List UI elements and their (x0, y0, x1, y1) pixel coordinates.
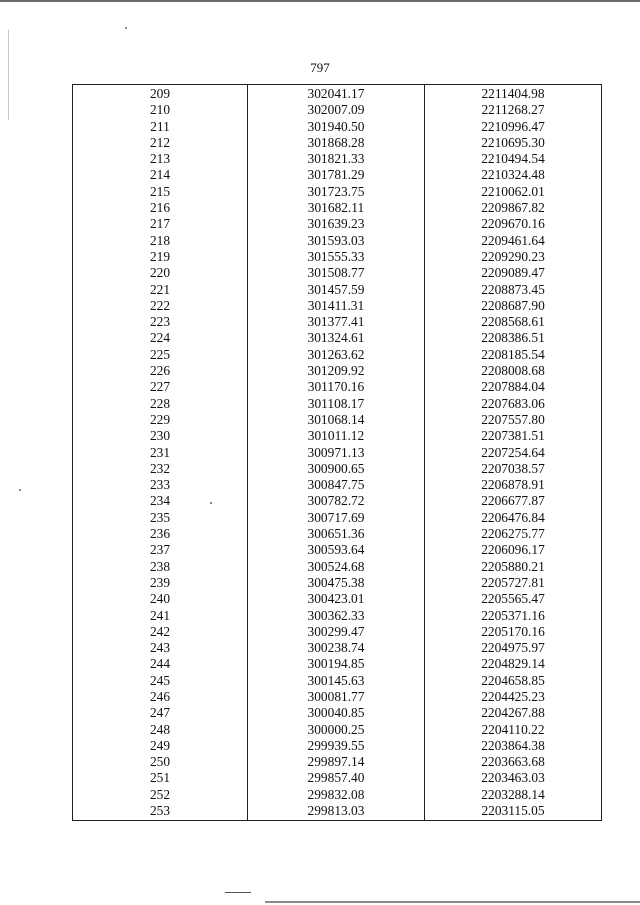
point-number-cell: 230 (73, 428, 248, 444)
table-row (73, 575, 602, 591)
table-row (73, 282, 602, 298)
x-coordinate-cell: 301457.59 (248, 282, 425, 298)
y-coordinate-cell: 2203663.68 (425, 754, 602, 770)
point-number-cell: 233 (73, 477, 248, 493)
y-coordinate-cell: 2204425.23 (425, 689, 602, 705)
table-row (73, 330, 602, 346)
table-row (73, 396, 602, 412)
table-row (73, 656, 602, 672)
x-coordinate-cell: 301324.61 (248, 330, 425, 346)
point-number-cell: 253 (73, 803, 248, 821)
x-coordinate-cell: 300362.33 (248, 608, 425, 624)
x-coordinate-cell: 301593.03 (248, 233, 425, 249)
y-coordinate-cell: 2211268.27 (425, 102, 602, 118)
table-row (73, 559, 602, 575)
scan-edge-top (0, 0, 640, 2)
point-number-cell: 236 (73, 526, 248, 542)
y-coordinate-cell: 2207254.64 (425, 445, 602, 461)
y-coordinate-cell: 2210062.01 (425, 184, 602, 200)
x-coordinate-cell: 301723.75 (248, 184, 425, 200)
y-coordinate-cell: 2211404.98 (425, 85, 602, 103)
table-row (73, 542, 602, 558)
x-coordinate-cell: 301108.17 (248, 396, 425, 412)
x-coordinate-cell: 300238.74 (248, 640, 425, 656)
scan-mark-bottom (225, 892, 251, 893)
table-body (73, 85, 602, 821)
y-coordinate-cell: 2206878.91 (425, 477, 602, 493)
x-coordinate-cell: 300971.13 (248, 445, 425, 461)
y-coordinate-cell: 2207884.04 (425, 379, 602, 395)
y-coordinate-cell: 2204110.22 (425, 722, 602, 738)
y-coordinate-cell: 2210996.47 (425, 119, 602, 135)
point-number-cell: 226 (73, 363, 248, 379)
y-coordinate-cell: 2207038.57 (425, 461, 602, 477)
table-row (73, 608, 602, 624)
coordinates-table (72, 84, 602, 821)
scan-edge-bottom (265, 901, 640, 903)
x-coordinate-cell: 300081.77 (248, 689, 425, 705)
point-number-cell: 219 (73, 249, 248, 265)
y-coordinate-cell: 2205565.47 (425, 591, 602, 607)
table-row (73, 363, 602, 379)
table-row (73, 770, 602, 786)
table-row (73, 379, 602, 395)
table-row (73, 673, 602, 689)
point-number-cell: 252 (73, 787, 248, 803)
y-coordinate-cell: 2210324.48 (425, 167, 602, 183)
page-number: 797 (310, 60, 330, 75)
point-number-cell: 241 (73, 608, 248, 624)
y-coordinate-cell: 2204975.97 (425, 640, 602, 656)
y-coordinate-cell: 2203864.38 (425, 738, 602, 754)
y-coordinate-cell: 2208185.54 (425, 347, 602, 363)
table-row (73, 151, 602, 167)
x-coordinate-cell: 300194.85 (248, 656, 425, 672)
x-coordinate-cell: 301781.29 (248, 167, 425, 183)
y-coordinate-cell: 2210695.30 (425, 135, 602, 151)
table-row (73, 754, 602, 770)
table-row (73, 640, 602, 656)
point-number-cell: 227 (73, 379, 248, 395)
table-row (73, 493, 602, 509)
y-coordinate-cell: 2204829.14 (425, 656, 602, 672)
table-row (73, 85, 602, 103)
x-coordinate-cell: 301209.92 (248, 363, 425, 379)
x-coordinate-cell: 300423.01 (248, 591, 425, 607)
point-number-cell: 235 (73, 510, 248, 526)
table-row (73, 347, 602, 363)
y-coordinate-cell: 2203115.05 (425, 803, 602, 821)
table-row (73, 787, 602, 803)
point-number-cell: 229 (73, 412, 248, 428)
x-coordinate-cell: 300900.65 (248, 461, 425, 477)
point-number-cell: 220 (73, 265, 248, 281)
x-coordinate-cell: 302041.17 (248, 85, 425, 103)
table-row (73, 738, 602, 754)
point-number-cell: 242 (73, 624, 248, 640)
y-coordinate-cell: 2205170.16 (425, 624, 602, 640)
point-number-cell: 212 (73, 135, 248, 151)
scan-speck (19, 489, 21, 491)
x-coordinate-cell: 299813.03 (248, 803, 425, 821)
point-number-cell: 221 (73, 282, 248, 298)
table-row (73, 477, 602, 493)
y-coordinate-cell: 2209461.64 (425, 233, 602, 249)
y-coordinate-cell: 2203463.03 (425, 770, 602, 786)
y-coordinate-cell: 2209867.82 (425, 200, 602, 216)
table-row (73, 624, 602, 640)
scan-speck (125, 27, 127, 29)
table-row (73, 803, 602, 821)
table-row (73, 705, 602, 721)
x-coordinate-cell: 299897.14 (248, 754, 425, 770)
point-number-cell: 232 (73, 461, 248, 477)
point-number-cell: 246 (73, 689, 248, 705)
point-number-cell: 247 (73, 705, 248, 721)
y-coordinate-cell: 2206096.17 (425, 542, 602, 558)
x-coordinate-cell: 301011.12 (248, 428, 425, 444)
x-coordinate-cell: 300524.68 (248, 559, 425, 575)
y-coordinate-cell: 2209089.47 (425, 265, 602, 281)
point-number-cell: 224 (73, 330, 248, 346)
point-number-cell: 245 (73, 673, 248, 689)
y-coordinate-cell: 2207683.06 (425, 396, 602, 412)
x-coordinate-cell: 301508.77 (248, 265, 425, 281)
table-row (73, 445, 602, 461)
table-row (73, 314, 602, 330)
x-coordinate-cell: 299939.55 (248, 738, 425, 754)
y-coordinate-cell: 2205880.21 (425, 559, 602, 575)
table-row (73, 412, 602, 428)
table-row (73, 428, 602, 444)
y-coordinate-cell: 2208008.68 (425, 363, 602, 379)
y-coordinate-cell: 2206275.77 (425, 526, 602, 542)
x-coordinate-cell: 301868.28 (248, 135, 425, 151)
x-coordinate-cell: 299857.40 (248, 770, 425, 786)
x-coordinate-cell: 301068.14 (248, 412, 425, 428)
y-coordinate-cell: 2210494.54 (425, 151, 602, 167)
point-number-cell: 249 (73, 738, 248, 754)
x-coordinate-cell: 300651.36 (248, 526, 425, 542)
point-number-cell: 223 (73, 314, 248, 330)
table-row (73, 591, 602, 607)
point-number-cell: 239 (73, 575, 248, 591)
x-coordinate-cell: 300475.38 (248, 575, 425, 591)
x-coordinate-cell: 300717.69 (248, 510, 425, 526)
y-coordinate-cell: 2207557.80 (425, 412, 602, 428)
table-row (73, 135, 602, 151)
point-number-cell: 248 (73, 722, 248, 738)
point-number-cell: 237 (73, 542, 248, 558)
point-number-cell: 213 (73, 151, 248, 167)
x-coordinate-cell: 302007.09 (248, 102, 425, 118)
point-number-cell: 215 (73, 184, 248, 200)
point-number-cell: 217 (73, 216, 248, 232)
table-row (73, 510, 602, 526)
table-row (73, 184, 602, 200)
point-number-cell: 214 (73, 167, 248, 183)
table-row (73, 216, 602, 232)
table-row (73, 722, 602, 738)
x-coordinate-cell: 301377.41 (248, 314, 425, 330)
table-row (73, 249, 602, 265)
point-number-cell: 238 (73, 559, 248, 575)
table-row (73, 200, 602, 216)
table-row (73, 689, 602, 705)
y-coordinate-cell: 2208568.61 (425, 314, 602, 330)
point-number-cell: 225 (73, 347, 248, 363)
table-row (73, 298, 602, 314)
point-number-cell: 228 (73, 396, 248, 412)
x-coordinate-cell: 301682.11 (248, 200, 425, 216)
point-number-cell: 216 (73, 200, 248, 216)
table-row (73, 526, 602, 542)
point-number-cell: 250 (73, 754, 248, 770)
point-number-cell: 231 (73, 445, 248, 461)
point-number-cell: 244 (73, 656, 248, 672)
table-row (73, 461, 602, 477)
point-number-cell: 234 (73, 493, 248, 509)
point-number-cell: 222 (73, 298, 248, 314)
x-coordinate-cell: 301411.31 (248, 298, 425, 314)
table-row (73, 119, 602, 135)
y-coordinate-cell: 2209670.16 (425, 216, 602, 232)
x-coordinate-cell: 301170.16 (248, 379, 425, 395)
point-number-cell: 240 (73, 591, 248, 607)
x-coordinate-cell: 301639.23 (248, 216, 425, 232)
table-row (73, 167, 602, 183)
y-coordinate-cell: 2207381.51 (425, 428, 602, 444)
table-row (73, 265, 602, 281)
x-coordinate-cell: 299832.08 (248, 787, 425, 803)
y-coordinate-cell: 2208687.90 (425, 298, 602, 314)
x-coordinate-cell: 300000.25 (248, 722, 425, 738)
y-coordinate-cell: 2208386.51 (425, 330, 602, 346)
table-row (73, 102, 602, 118)
point-number-cell: 218 (73, 233, 248, 249)
x-coordinate-cell: 300593.64 (248, 542, 425, 558)
x-coordinate-cell: 300145.63 (248, 673, 425, 689)
x-coordinate-cell: 300847.75 (248, 477, 425, 493)
table-row (73, 233, 602, 249)
x-coordinate-cell: 301940.50 (248, 119, 425, 135)
point-number-cell: 209 (73, 85, 248, 103)
y-coordinate-cell: 2205727.81 (425, 575, 602, 591)
x-coordinate-cell: 300299.47 (248, 624, 425, 640)
x-coordinate-cell: 300040.85 (248, 705, 425, 721)
point-number-cell: 211 (73, 119, 248, 135)
x-coordinate-cell: 300782.72 (248, 493, 425, 509)
x-coordinate-cell: 301821.33 (248, 151, 425, 167)
y-coordinate-cell: 2204658.85 (425, 673, 602, 689)
point-number-cell: 251 (73, 770, 248, 786)
y-coordinate-cell: 2206677.87 (425, 493, 602, 509)
point-number-cell: 243 (73, 640, 248, 656)
x-coordinate-cell: 301555.33 (248, 249, 425, 265)
y-coordinate-cell: 2206476.84 (425, 510, 602, 526)
y-coordinate-cell: 2204267.88 (425, 705, 602, 721)
point-number-cell: 210 (73, 102, 248, 118)
y-coordinate-cell: 2205371.16 (425, 608, 602, 624)
y-coordinate-cell: 2208873.45 (425, 282, 602, 298)
y-coordinate-cell: 2203288.14 (425, 787, 602, 803)
x-coordinate-cell: 301263.62 (248, 347, 425, 363)
y-coordinate-cell: 2209290.23 (425, 249, 602, 265)
